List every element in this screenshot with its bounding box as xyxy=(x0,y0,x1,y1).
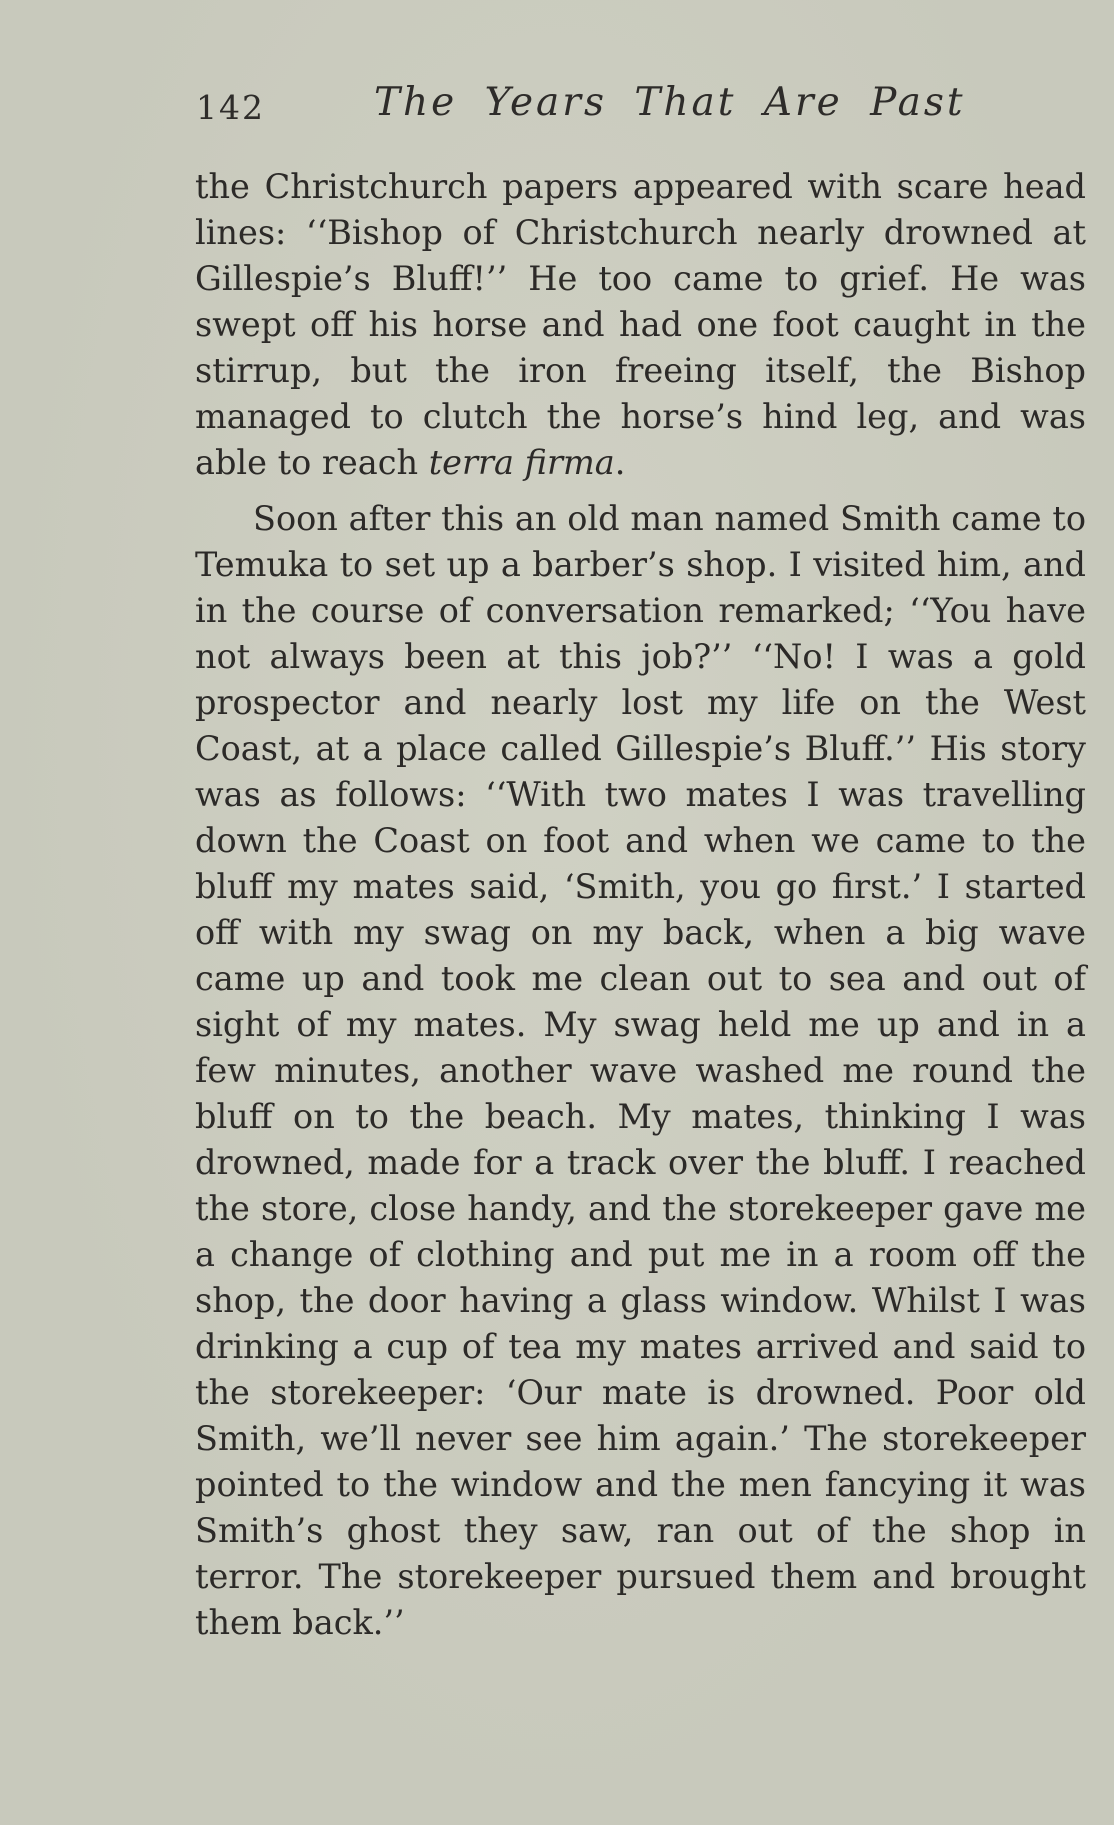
paragraph-1-text: the Christchurch papers appeared with scare head lines: ‘‘Bishop of Christchurch nearly drowned at Gillespie’s Bluff!’’ He too came to grief. He was swept off his horse and had one foot caught in the stirrup, but the iron freeing itself, the Bishop managed to clutch the horse’s hind leg, and was able to reach xyxy=(195,167,1086,482)
running-head xyxy=(196,80,1086,140)
paragraph-1 xyxy=(195,164,1086,486)
paragraph-1-end: . xyxy=(614,443,626,482)
paragraph-2: Soon after this an old man named Smith came to Temuka to set up a barber’s shop. I visited him, and in the course of conversation remarked; ‘‘You have not always been at this job?’’ ‘‘No! I was a gold prospector and nearly lost my life on the West Coast, at a place called Gillespie’s Bluff.’’ His story was as follows: ‘‘With two mates I was travelling down the Coast on foot and when we came to the bluff my mates said, ‘Smith, you go first.’ I started off with my swag on my back, when a big wave came up and took me clean out to sea and out of sight of my mates. My swag held me up and in a few minutes, another wave washed me round the bluff on to the beach. My mates, thinking I was drowned, made for a track over the bluff. I reached the store, close handy, and the storekeeper gave me a change of clothing and put me in a room off the shop, the door having a glass window. Whilst I was drinking a cup of tea my mates arrived and said to the storekeeper: ‘Our mate is drowned. Poor old Smith, we’ll never see him again.’ The storekeeper pointed to the window and the men fancying it was Smith’s ghost they saw, ran out of the shop in terror. The storekeeper pursued them and brought them back.’’ xyxy=(195,499,1086,1642)
running-title: The Years That Are Past xyxy=(374,80,966,125)
page-number: 142 xyxy=(196,88,265,127)
body-text xyxy=(195,164,1086,1646)
paragraph-1-emphasis: terra firma xyxy=(428,443,615,482)
